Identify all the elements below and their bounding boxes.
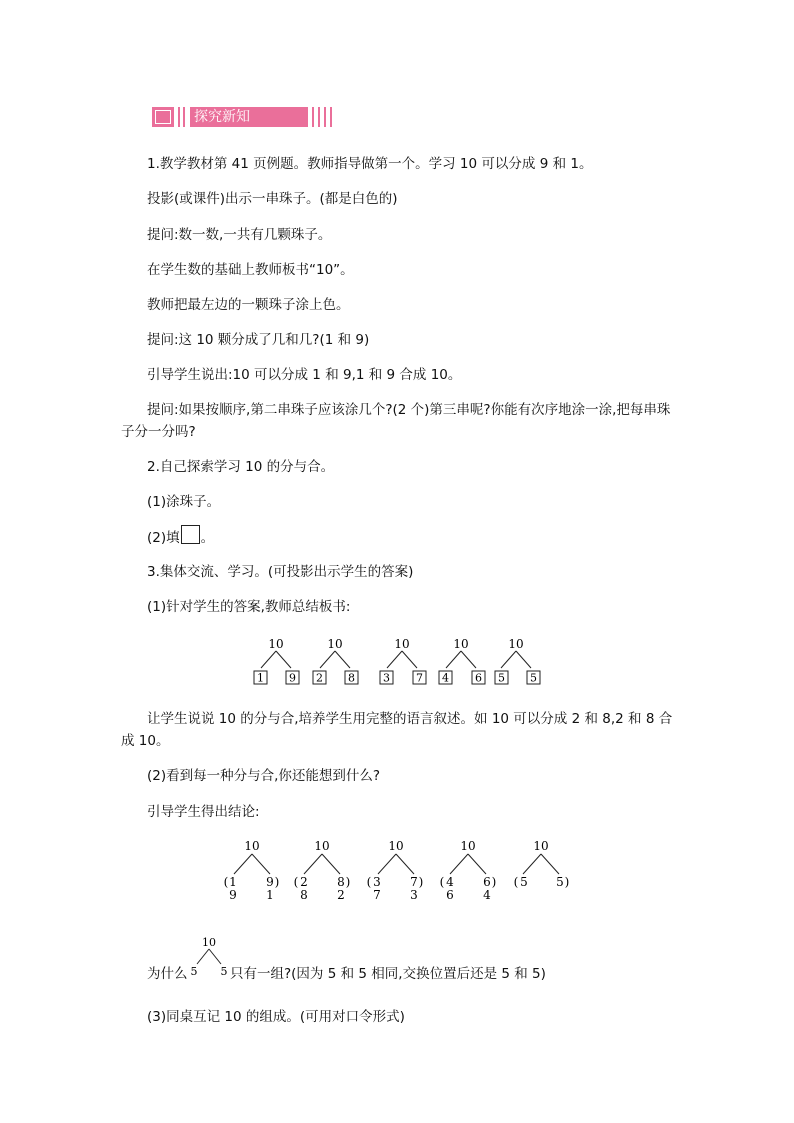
paragraph-14: 让学生说说 10 的分与合,培养学生用完整的语言叙述。如 10 可以分成 2 和 8,2 和 8 合成 10。 (121, 711, 673, 749)
svg-text:): ) (345, 875, 351, 889)
pair-b1: 9 (229, 888, 237, 902)
tree-top: 10 (508, 637, 524, 651)
tree-right: 7 (416, 671, 423, 685)
fill-label: (2)填 (147, 530, 180, 546)
blank-box (181, 525, 200, 544)
paragraph-2: 投影(或课件)出示一串珠子。(都是白色的) (147, 191, 398, 207)
paragraph-4: 在学生数的基础上教师板书“10”。 (147, 262, 354, 278)
svg-text:): ) (491, 875, 497, 889)
paragraph-8: 提问:如果按顺序,第二串珠子应该涂几个?(2 个)第三串呢?你能有次序地涂一涂,把每串珠子分一分吗? (121, 402, 671, 440)
fill-period: 。 (200, 530, 215, 546)
tree-pair-2-8 (294, 839, 351, 902)
paragraph-5: 教师把最左边的一颗珠子涂上色。 (147, 297, 350, 313)
inline-tree-top: 10 (202, 936, 216, 949)
tree-5-5 (495, 637, 540, 685)
pair-b1: 8 (300, 888, 308, 902)
paragraph-3: 提问:数一数,一共有几颗珠子。 (147, 227, 332, 243)
pair-a1: 3 (373, 875, 381, 889)
pair-b2: 4 (483, 888, 491, 902)
inline-tree-left: 5 (190, 965, 198, 978)
banner-stripe (324, 107, 326, 127)
svg-text:): ) (418, 875, 424, 889)
paragraph-10: (1)涂珠子。 (147, 494, 221, 510)
pair-a1: 5 (520, 875, 528, 889)
tree-top: 10 (314, 839, 330, 853)
paragraph-6: 提问:这 10 颗分成了几和几?(1 和 9) (147, 332, 370, 348)
tree-pair-4-6 (440, 839, 497, 902)
paragraph-17a: 为什么 (147, 966, 188, 982)
pair-a2: 7 (410, 875, 418, 889)
paragraph-11 (147, 525, 214, 548)
svg-text:(: ( (439, 875, 445, 889)
tree-right: 8 (348, 671, 355, 685)
banner-stripe (318, 107, 320, 127)
pair-b2: 3 (410, 888, 418, 902)
svg-text:(: ( (513, 875, 519, 889)
tree-left: 2 (316, 671, 323, 685)
pair-a1: 1 (229, 875, 237, 889)
banner-square-icon (152, 107, 174, 127)
tree-top: 10 (268, 637, 284, 651)
inline-tree-5-5 (188, 934, 230, 980)
tree-4-6 (439, 637, 485, 685)
pair-a1: 2 (300, 875, 308, 889)
pair-a1: 4 (446, 875, 454, 889)
tree-pair-5-5 (514, 839, 570, 889)
banner-stripe (183, 107, 185, 127)
tree-right: 9 (289, 671, 296, 685)
decomposition-row-pairs (214, 836, 584, 906)
tree-left: 5 (498, 671, 505, 685)
paragraph-17b: 只有一组?(因为 5 和 5 相同,交换位置后还是 5 和 5) (230, 966, 546, 982)
svg-text:): ) (274, 875, 280, 889)
paragraph-13: (1)针对学生的答案,教师总结板书: (147, 599, 351, 615)
paragraph-9: 2.自己探索学习 10 的分与合。 (147, 459, 335, 475)
svg-text:): ) (564, 875, 570, 889)
paragraph-12: 3.集体交流、学习。(可投影出示学生的答案) (147, 564, 414, 580)
section-title: 探究新知 (190, 107, 308, 127)
tree-right: 6 (475, 671, 482, 685)
tree-2-8 (313, 637, 358, 685)
tree-left: 3 (383, 671, 390, 685)
pair-b2: 1 (266, 888, 274, 902)
pair-b1: 6 (446, 888, 454, 902)
paragraph-18: (3)同桌互记 10 的组成。(可用对口令形式) (147, 1009, 405, 1025)
tree-top: 10 (327, 637, 343, 651)
pair-a2: 5 (556, 875, 564, 889)
tree-pair-3-7 (367, 839, 424, 902)
banner-stripe (330, 107, 332, 127)
pair-a2: 8 (337, 875, 345, 889)
svg-text:(: ( (366, 875, 372, 889)
svg-text:(: ( (223, 875, 229, 889)
tree-left: 1 (257, 671, 264, 685)
tree-top: 10 (533, 839, 549, 853)
pair-a2: 9 (266, 875, 274, 889)
tree-top: 10 (394, 637, 410, 651)
paragraph-15: (2)看到每一种分与合,你还能想到什么? (147, 768, 381, 784)
tree-top: 10 (460, 839, 476, 853)
banner-stripe (178, 107, 180, 127)
svg-text:(: ( (293, 875, 299, 889)
paragraph-1: 1.教学教材第 41 页例题。教师指导做第一个。学习 10 可以分成 9 和 1。 (147, 156, 593, 172)
tree-right: 5 (530, 671, 537, 685)
decomposition-row-boxed (240, 634, 560, 690)
tree-left: 4 (442, 671, 449, 685)
banner-stripe (312, 107, 314, 127)
pair-b1: 7 (373, 888, 381, 902)
pair-b2: 2 (337, 888, 345, 902)
tree-top: 10 (388, 839, 404, 853)
tree-3-7 (380, 637, 426, 685)
paragraph-7: 引导学生说出:10 可以分成 1 和 9,1 和 9 合成 10。 (147, 367, 462, 383)
tree-1-9 (254, 637, 299, 685)
pair-a2: 6 (483, 875, 491, 889)
tree-top: 10 (453, 637, 469, 651)
tree-top: 10 (244, 839, 260, 853)
paragraph-16: 引导学生得出结论: (147, 804, 260, 820)
section-banner (152, 107, 334, 127)
tree-pair-1-9 (224, 839, 280, 902)
inline-tree-right: 5 (220, 965, 228, 978)
